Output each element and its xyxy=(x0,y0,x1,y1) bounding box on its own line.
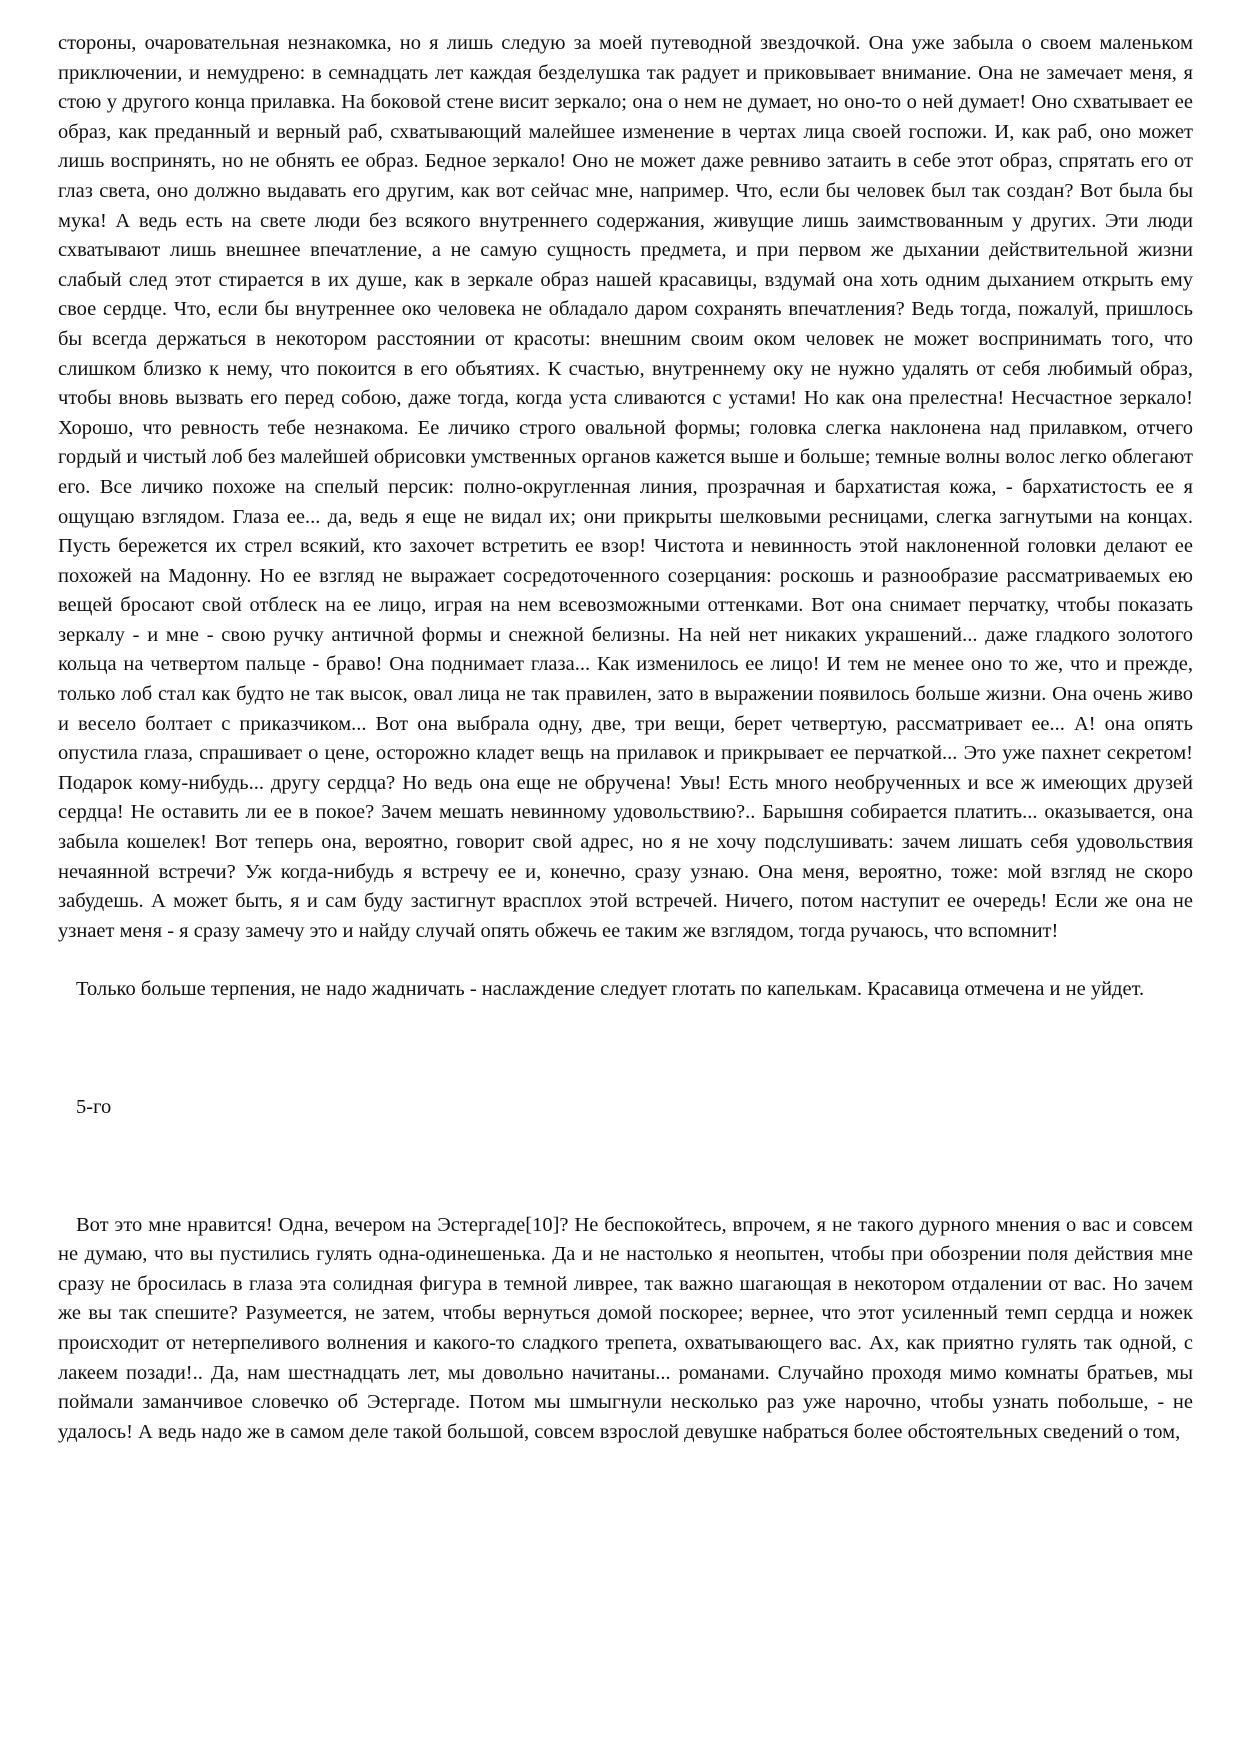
paragraph-gap xyxy=(58,946,1193,975)
body-paragraph-3: Вот это мне нравится! Одна, вечером на Эстергаде[10]? Не беспокойтесь, впрочем, я не такого дурного мнения о вас и совсем не думаю, что вы пустились гулять одна-одинешенька. Да и не настолько я неопытен, чтобы при обозрении поля действия мне сразу не бросилась в глаза эта солидная фигура в темной ливрее, так важно шагающая в некотором отдалении от вас. Но зачем же вы так спешите? Разумеется, не затем, чтобы вернуться домой поскорее; вернее, что этот усиленный темп сердца и ножек происходит от нетерпеливого волнения и какого-то сладкого трепета, охватывающего вас. Ах, как приятно гулять так одной, с лакеем позади!.. Да, нам шестнадцать лет, мы довольно начитаны... романами. Случайно проходя мимо комнаты братьев, мы поймали заманчивое словечко об Эстергаде. Потом мы шмыгнули несколько раз уже нарочно, чтобы узнать побольше, - не удалось! А ведь надо же в самом деле такой большой, совсем взрослой девушке набраться более обстоятельных сведений о том, xyxy=(58,1213,1193,1443)
body-paragraph-1: стороны, очаровательная незнакомка, но я лишь следую за моей путеводной звездочкой. Она уже забыла о своем маленьком приключении, и немудрено: в семнадцать лет каждая безделушка так радует и приковывает внимание. Она не замечает меня, я стою у другого конца прилавка. На боковой стене висит зеркало; она о нем не думает, но оно-то о ней думает! Оно схватывает ее образ, как преданный и верный раб, схватывающий малейшее изменение в чертах лица своей госпожи. И, как раб, оно может лишь воспринять, но не обнять ее образ. Бедное зеркало! Оно не может даже ревниво затаить в себе этот образ, спрятать его от глаз света, оно должно выдавать его другим, как вот сейчас мне, например. Что, если бы человек был так создан? Вот была бы мука! А ведь есть на свете люди без всякого внутреннего содержания, живущие лишь заимствованным у других. Эти люди схватывают лишь внешнее впечатление, а не самую сущность предмета, и при первом же дыхании действительной жизни слабый след этот стирается в их душе, как в зеркале образ нашей красавицы, вздумай она хоть одним дыханием открыть ему свое сердце. Что, если бы внутреннее око человека не обладало даром сохранять впечатления? Ведь тогда, пожалуй, пришлось бы всегда держаться в некотором расстоянии от красоты: внешним своим оком человек не может воспринимать того, что слишком близко к нему, что покоится в его объятиях. К счастью, внутреннему оку не нужно удалять от себя любимый образ, чтобы вновь вызвать его перед собою, даже тогда, когда уста сливаются с устами! Но как она прелестна! Несчастное зеркало! Хорошо, что ревность тебе незнакома. Ее личико строго овальной формы; головка слегка наклонена над прилавком, отчего гордый и чистый лоб без малейшей обрисовки умственных органов кажется выше и больше; темные волны волос легко облегают его. Все личико похоже на спелый персик: полно-округленная линия, прозрачная и бархатистая кожа, - бархатистость ее я ощущаю взглядом. Глаза ее... да, ведь я еще не видал их; они прикрыты шелковыми ресницами, слегка загнутыми на концах. Пусть бережется их стрел всякий, кто захочет встретить ее взор! Чистота и невинность этой наклоненной головки делают ее похожей на Мадонну. Но ее взгляд не выражает сосредоточенного созерцания: роскошь и разнообразие рассматриваемых ею вещей бросают свой отблеск на ее лицо, играя на нем всевозможными оттенками. Вот она снимает перчатку, чтобы показать зеркалу - и мне - свою ручку античной формы и снежной белизны. На ней нет никаких украшений... даже гладкого золотого кольца на четвертом пальце - браво! Она поднимает глаза... Как изменилось ее лицо! И тем не менее оно то же, что и прежде, только лоб стал как будто не так высок, овал лица не так правилен, зато в выражении появилось больше жизни. Она очень живо и весело болтает с приказчиком... Вот она выбрала одну, две, три вещи, берет четвертую, рассматривает ее... А! она опять опустила глаза, спрашивает о цене, осторожно кладет вещь на прилавок и прикрывает ее перчаткой... Это уже пахнет секретом! Подарок кому-нибудь... другу сердца? Но ведь она еще не обручена! Увы! Есть много необрученных и все ж имеющих друзей сердца! Не оставить ли ее в покое? Зачем мешать невинному удовольствию?.. Барышня собирается платить... оказывается, она забыла кошелек! Вот теперь она, вероятно, говорит свой адрес, но я не хочу подслушивать: зачем лишать себя удовольствия нечаянной встречи? Уж когда-нибудь я встречу ее и, конечно, сразу узнаю. Она меня, вероятно, тоже: мой взгляд не скоро забудешь. А может быть, я и сам буду застигнут врасплох этой встречей. Ничего, потом наступит ее очередь! Если же она не узнает меня - я сразу замечу это и найду случай опять обжечь ее таким же взглядом, тогда ручаюсь, что вспомнит! xyxy=(58,32,1193,942)
body-paragraph-2: Только больше терпения, не надо жадничать - наслаждение следует глотать по капелькам. Красавица отмечена и не уйдет. xyxy=(76,978,1145,1001)
section-gap xyxy=(58,1123,1193,1211)
section-gap xyxy=(58,1005,1193,1093)
section-heading: 5-го xyxy=(76,1096,112,1118)
